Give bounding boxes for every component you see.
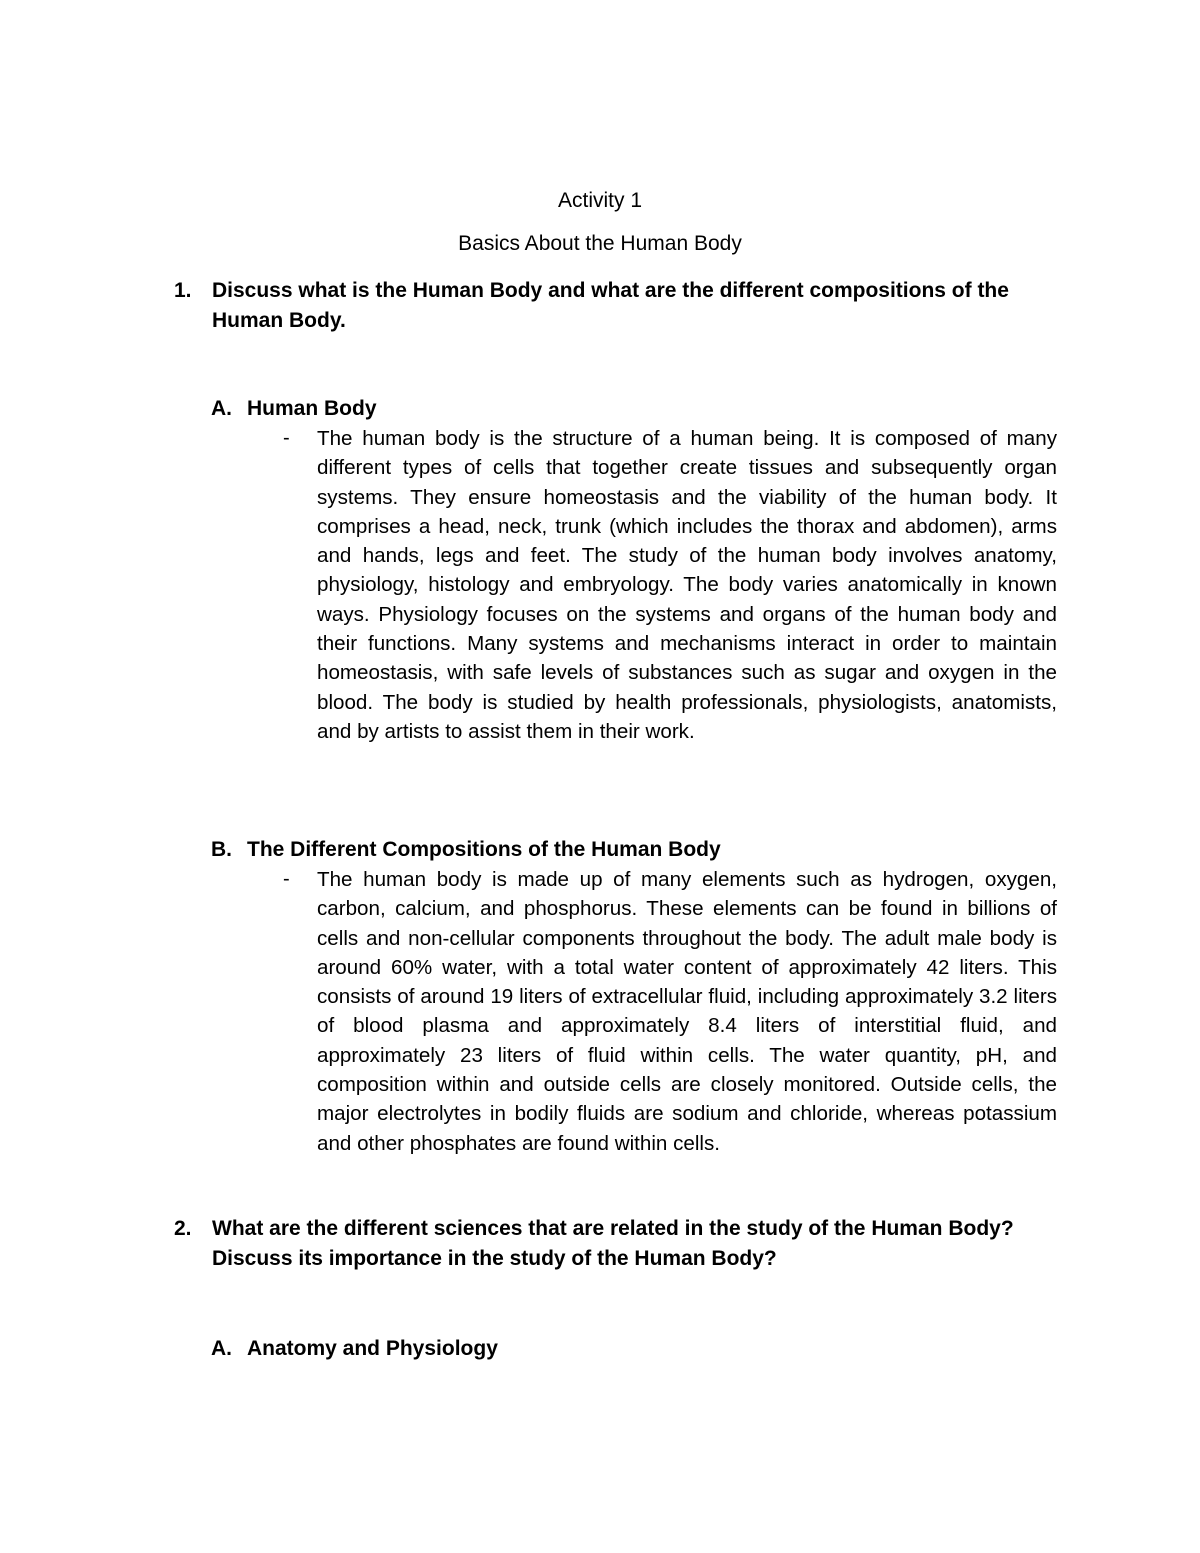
question-text: What are the different sciences that are related in the study of the Human Body? Discuss its importance in the study of the Human Body? xyxy=(212,1217,1014,1270)
section-title: Anatomy and Physiology xyxy=(247,1337,498,1360)
section-heading-anatomy-physiology xyxy=(211,1334,498,1363)
section-letter: A. xyxy=(211,1337,232,1360)
section-letter: B. xyxy=(211,838,232,861)
bullet-dash: - xyxy=(283,868,290,890)
section-letter: A. xyxy=(211,397,232,420)
question-number: 1. xyxy=(174,279,192,302)
question-number: 2. xyxy=(174,1217,192,1240)
paragraph-compositions: The human body is made up of many elements such as hydrogen, oxygen, carbon, calcium, and phosphorus. These elements can be found in billions of cells and non-cellular components throughout the body. The adult male body is around 60% water, with a total water content of approximately 42 liters. This consists of around 19 liters of extracellular fluid, including approximately 3.2 liters of blood plasma and approximately 8.4 liters of interstitial fluid, and approximately 23 liters of fluid within cells. The water quantity, pH, and composition within and outside cells are closely monitored. Outside cells, the major electrolytes in bodily fluids are sodium and chloride, whereas potassium and other phosphates are found within cells. xyxy=(317,868,1057,1155)
section-heading-compositions xyxy=(211,835,721,864)
document-subtitle: Basics About the Human Body xyxy=(458,232,742,255)
section-title: The Different Compositions of the Human Body xyxy=(247,838,721,861)
section-heading-human-body xyxy=(211,394,377,423)
question-2 xyxy=(174,1214,1054,1273)
document-title: Activity 1 xyxy=(557,189,643,212)
section-title: Human Body xyxy=(247,397,377,420)
bullet-dash: - xyxy=(283,427,290,449)
paragraph-human-body: The human body is the structure of a human being. It is composed of many different types of cells that together create tissues and subsequently organ systems. They ensure homeostasis and the viability of the human body. It comprises a head, neck, trunk (which includes the thorax and abdomen), arms and hands, legs and feet. The study of the human body involves anatomy, physiology, histology and embryology. The body varies anatomically in known ways. Physiology focuses on the systems and organs of the human body and their functions. Many systems and mechanisms interact in order to maintain homeostasis, with safe levels of substances such as sugar and oxygen in the blood. The body is studied by health professionals, physiologists, anatomists, and by artists to assist them in their work. xyxy=(317,427,1057,743)
question-1 xyxy=(174,276,1054,335)
question-text: Discuss what is the Human Body and what are the different compositions of the Human Body. xyxy=(212,279,1009,332)
